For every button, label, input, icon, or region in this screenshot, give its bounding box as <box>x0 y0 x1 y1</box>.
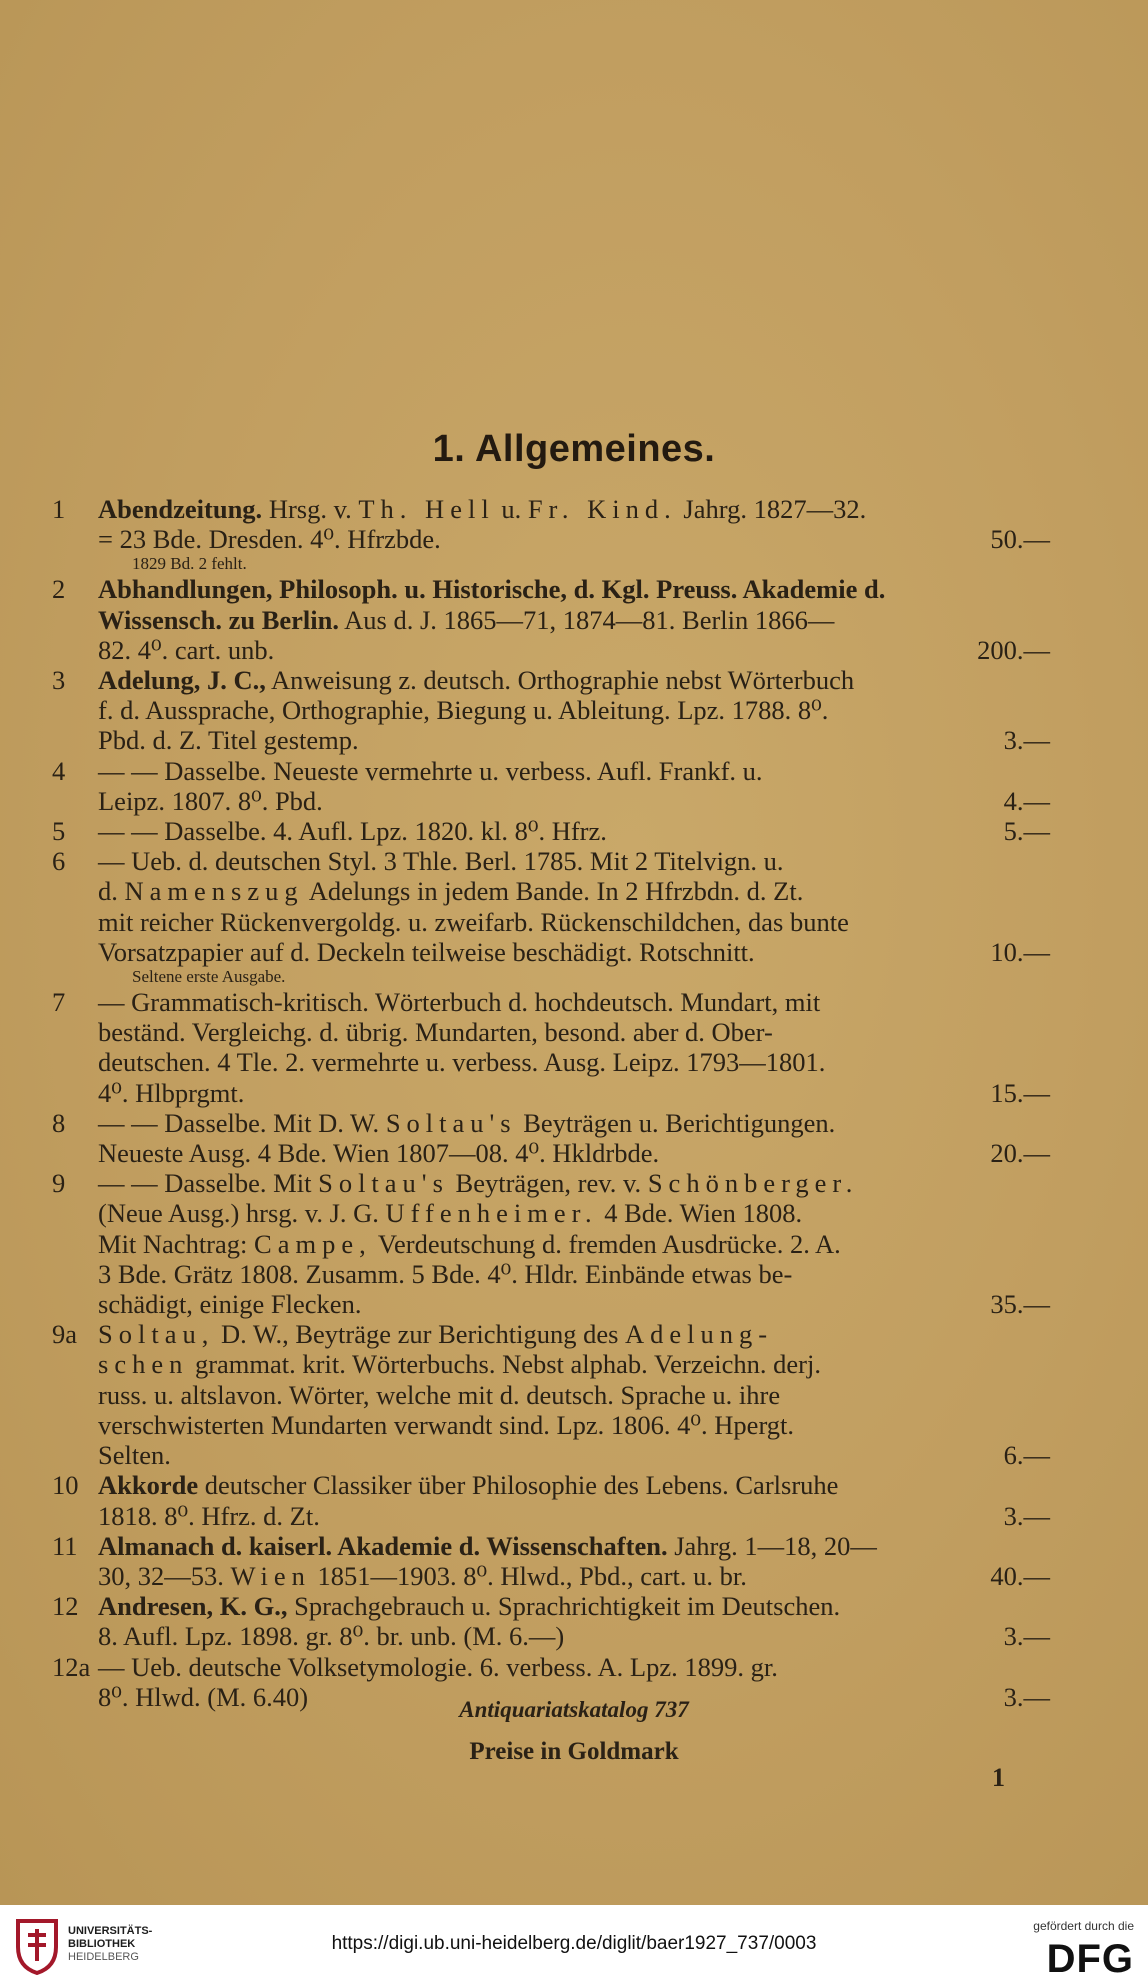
entry-text: — — Dasselbe. 4. Aufl. Lpz. 1820. kl. 8⁰. Hfrz. <box>98 816 607 847</box>
entry-price: 3.— <box>1003 1681 1050 1712</box>
entry-text: 3 Bde. Grätz 1808. Zusamm. 5 Bde. 4⁰. Hldr. Einbände etwas be- <box>98 1258 793 1289</box>
entry-text: D. W., Beyträge zur Berichtigung des <box>214 1319 626 1350</box>
entry-price: 3.— <box>1003 725 1050 756</box>
entry-text: Uffenheimer. <box>385 1198 598 1229</box>
entry-text: — — Dasselbe. Mit <box>98 1168 319 1199</box>
entry-text: = 23 Bde. Dresden. 4⁰. Hfrzbde. <box>98 524 441 555</box>
catalog-entry <box>52 574 1050 665</box>
entry-line <box>98 1108 1050 1138</box>
entry-price: 5.— <box>1003 816 1050 847</box>
entry-number: 3 <box>52 665 66 696</box>
entry-price: 20.— <box>990 1138 1050 1169</box>
entry-text: deutschen. 4 Tle. 2. vermehrte u. verbess. Ausg. Leipz. 1793—1801. <box>98 1047 826 1078</box>
entry-line <box>98 1349 1050 1379</box>
entry-text: Leipz. 1807. 8⁰. Pbd. <box>98 785 323 816</box>
entry-text: Soltau, <box>98 1319 215 1350</box>
entry-text: Wissensch. zu Berlin. <box>98 604 339 635</box>
entry-line <box>98 1501 1050 1531</box>
catalog-entry <box>52 1168 1050 1319</box>
catalog-entry <box>52 1531 1050 1591</box>
entry-line <box>98 1652 1050 1682</box>
entry-line <box>98 725 1050 755</box>
entry-text: Adelungs in jedem Bande. In 2 Hfrzbdn. d. Zt. <box>303 876 804 907</box>
entry-number: 4 <box>52 755 66 786</box>
entry-text: Adelung- <box>625 1319 774 1350</box>
entry-price: 3.— <box>1003 1500 1050 1531</box>
entry-text: Abhandlungen, Philosoph. u. Historische, d. Kgl. Preuss. Akademie d. <box>98 574 886 605</box>
entry-text: russ. u. altslavon. Wörter, welche mit d. deutsch. Sprache u. ihre <box>98 1379 781 1410</box>
entry-price: 40.— <box>990 1560 1050 1591</box>
entry-text: 1851—1903. 8⁰. Hlwd., Pbd., cart. u. br. <box>310 1560 747 1591</box>
entry-line <box>98 574 1050 604</box>
entry-number: 7 <box>52 987 66 1018</box>
catalog-entry <box>52 1108 1050 1168</box>
entry-note: Seltene erste Ausgabe. <box>132 967 286 987</box>
entry-text: Hrsg. v. <box>262 494 359 524</box>
entry-text: Soltau's <box>385 1107 517 1138</box>
logo-line-1: UNIVERSITÄTS- <box>68 1925 153 1937</box>
entry-text: Vorsatzpapier auf d. Deckeln teilweise beschädigt. Rotschnitt. <box>98 936 755 967</box>
entry-text: 30, 32—53. <box>98 1560 231 1591</box>
entry-text: d. <box>98 876 125 907</box>
logo-line-2: BIBLIOTHEK <box>68 1938 136 1950</box>
entry-line <box>98 494 1050 524</box>
entry-text: Akkorde <box>98 1470 199 1501</box>
entry-text: Sprachgebrauch u. Sprachrichtigkeit im Deutschen. <box>287 1591 841 1622</box>
entry-text: Verdeutschung d. fremden Ausdrücke. 2. A. <box>371 1228 841 1259</box>
entry-text: — Grammatisch-kritisch. Wörterbuch d. hochdeutsch. Mundart, mit <box>98 987 821 1018</box>
entry-text: (Neue Ausg.) hrsg. v. J. G. <box>98 1198 386 1229</box>
entry-text: Jahrg. 1827—32. <box>676 494 867 524</box>
entry-line <box>98 1561 1050 1591</box>
catalog-entry <box>52 846 1050 967</box>
entry-text: mit reicher Rückenvergoldg. u. zweifarb. Rückenschildchen, das bunte <box>98 906 849 937</box>
catalog-entry <box>52 987 1050 1108</box>
entry-text: schädigt, einige Flecken. <box>98 1289 362 1320</box>
entry-text: 4⁰. Hlbprgmt. <box>98 1077 245 1108</box>
entry-text: grammat. krit. Wörterbuchs. Nebst alphab. Verzeichn. derj. <box>188 1349 821 1380</box>
entry-text: 82. 4⁰. cart. unb. <box>98 634 275 665</box>
entry-number: 6 <box>52 846 66 877</box>
entry-line <box>98 846 1050 876</box>
entry-number: 10 <box>52 1470 79 1501</box>
entry-price: 6.— <box>1003 1440 1050 1471</box>
entry-text: deutscher Classiker über Philosophie des Lebens. Carlsruhe <box>198 1470 839 1501</box>
entry-line <box>98 1531 1050 1561</box>
entry-price: 3.— <box>1003 1621 1050 1652</box>
entry-number: 5 <box>52 816 66 847</box>
entry-number: 1 <box>52 494 66 524</box>
entry-text: Pbd. d. Z. Titel gestemp. <box>98 725 359 756</box>
entry-text: Namenszug <box>124 876 304 907</box>
entry-number: 2 <box>52 574 66 605</box>
entry-text: 1818. 8⁰. Hfrz. d. Zt. <box>98 1500 320 1531</box>
entry-price: 15.— <box>990 1077 1050 1108</box>
entry-line <box>98 1440 1050 1470</box>
entry-line <box>98 1047 1050 1077</box>
entry-text: — — Dasselbe. Neueste vermehrte u. verbess. Aufl. Frankf. u. <box>98 755 763 786</box>
entry-number: 8 <box>52 1107 66 1138</box>
entry-text: — Ueb. deutsche Volksetymologie. 6. verbess. A. Lpz. 1899. gr. <box>98 1651 778 1682</box>
entry-text: Campe, <box>254 1228 372 1259</box>
catalog-entry <box>52 1319 1050 1470</box>
entry-price: 50.— <box>990 524 1050 555</box>
catalog-entry <box>52 1591 1050 1651</box>
entry-text: Schönberger. <box>647 1168 859 1199</box>
dfg-logo: DFG <box>1046 1937 1134 1981</box>
entry-line <box>98 1259 1050 1289</box>
entry-price: 35.— <box>990 1289 1050 1320</box>
entry-line <box>98 1168 1050 1198</box>
entry-text: — Ueb. d. deutschen Styl. 3 Thle. Berl. 1785. Mit 2 Titelvign. u. <box>98 846 784 877</box>
entry-line <box>98 1229 1050 1259</box>
entry-text: Adelung, J. C., <box>98 665 266 696</box>
entry-line <box>98 1289 1050 1319</box>
entry-line <box>98 1078 1050 1108</box>
logo-line-3: HEIDELBERG <box>68 1951 139 1963</box>
entry-line <box>98 907 1050 937</box>
entry-text: Andresen, K. G., <box>98 1591 288 1622</box>
entry-text: Fr. Kind. <box>527 494 677 524</box>
entry-text: u. <box>494 494 528 524</box>
entry-line <box>98 695 1050 725</box>
entry-line <box>98 937 1050 967</box>
entry-text: Aus d. J. 1865—71, 1874—81. Berlin 1866— <box>338 604 835 635</box>
catalog-entry <box>52 665 1050 756</box>
entry-price: 200.— <box>977 634 1050 665</box>
entry-text: verschwisterten Mundarten verwandt sind. Lpz. 1806. 4⁰. Hpergt. <box>98 1409 795 1440</box>
entry-number: 12 <box>52 1591 79 1622</box>
entry-text: 4 Bde. Wien 1808. <box>597 1198 803 1229</box>
entry-text: Neueste Ausg. 4 Bde. Wien 1807—08. 4⁰. Hkldrbde. <box>98 1138 660 1169</box>
entry-text: Wien <box>230 1560 311 1591</box>
entry-price: 10.— <box>990 936 1050 967</box>
entry-number: 9a <box>52 1319 78 1350</box>
entry-text: Jahrg. 1—18, 20— <box>667 1530 877 1561</box>
entry-text: — — Dasselbe. Mit D. W. <box>98 1107 386 1138</box>
entry-text: schen <box>98 1349 189 1380</box>
catalog-title: Antiquariatskatalog 737 <box>459 1697 689 1722</box>
entry-line <box>98 1470 1050 1500</box>
entry-text: beständ. Vergleichg. d. übrig. Mundarten, besond. aber d. Ober- <box>98 1017 773 1048</box>
entry-line <box>98 876 1050 906</box>
entry-text: Beyträgen, rev. v. <box>448 1168 648 1199</box>
catalog-entry <box>52 1470 1050 1530</box>
entry-number: 11 <box>52 1530 78 1561</box>
entry-text: Mit Nachtrag: <box>98 1228 255 1259</box>
page-number: 1 <box>992 1763 1005 1792</box>
entry-line <box>98 1138 1050 1168</box>
entry-text: Soltau's <box>318 1168 449 1199</box>
entry-line <box>98 1198 1050 1228</box>
entry-line <box>98 987 1050 1017</box>
entry-text: f. d. Aussprache, Orthographie, Biegung u. Ableitung. Lpz. 1788. 8⁰. <box>98 695 829 726</box>
entry-line <box>98 1017 1050 1047</box>
entry-line <box>98 1591 1050 1621</box>
entry-text: 8. Aufl. Lpz. 1898. gr. 8⁰. br. unb. (M. 6.—) <box>98 1621 565 1652</box>
funding-label: gefördert durch die <box>1033 1919 1134 1933</box>
entry-line <box>98 1319 1050 1349</box>
viewer-footer-bar <box>0 1905 1148 1987</box>
catalog-entry <box>52 494 1050 554</box>
entry-line <box>98 1380 1050 1410</box>
entry-text: Almanach d. kaiserl. Akademie d. Wissenschaften. <box>98 1530 668 1561</box>
entry-line <box>98 635 1050 665</box>
entry-text: Selten. <box>98 1440 171 1471</box>
entry-line <box>98 665 1050 695</box>
entry-line <box>98 524 1050 554</box>
catalog-entry <box>52 756 1050 816</box>
entry-line <box>98 756 1050 786</box>
entry-text: Beyträgen u. Berichtigungen. <box>516 1107 836 1138</box>
entry-line <box>98 816 1050 846</box>
section-heading: 1. Allgemeines. <box>432 428 716 470</box>
catalog-entries <box>52 494 1050 1712</box>
entry-line <box>98 605 1050 635</box>
entry-number: 9 <box>52 1168 66 1199</box>
entry-price: 4.— <box>1003 785 1050 816</box>
entry-line <box>98 1621 1050 1651</box>
entry-line <box>98 1410 1050 1440</box>
entry-line <box>98 786 1050 816</box>
entry-number: 12a <box>52 1651 91 1682</box>
entry-text: 8⁰. Hlwd. (M. 6.40) <box>98 1681 309 1712</box>
entry-note: 1829 Bd. 2 fehlt. <box>132 554 247 574</box>
catalog-entry <box>52 816 1050 846</box>
entry-text: Anweisung z. deutsch. Orthographie nebst Wörterbuch <box>265 665 855 696</box>
document-url-link[interactable]: https://digi.ub.uni-heidelberg.de/diglit/baer1927_737/0003 <box>331 1933 817 1954</box>
currency-note: Preise in Goldmark <box>469 1738 679 1765</box>
entry-text: Th. Hell <box>358 494 495 524</box>
entry-text: Abendzeitung. <box>98 494 263 524</box>
